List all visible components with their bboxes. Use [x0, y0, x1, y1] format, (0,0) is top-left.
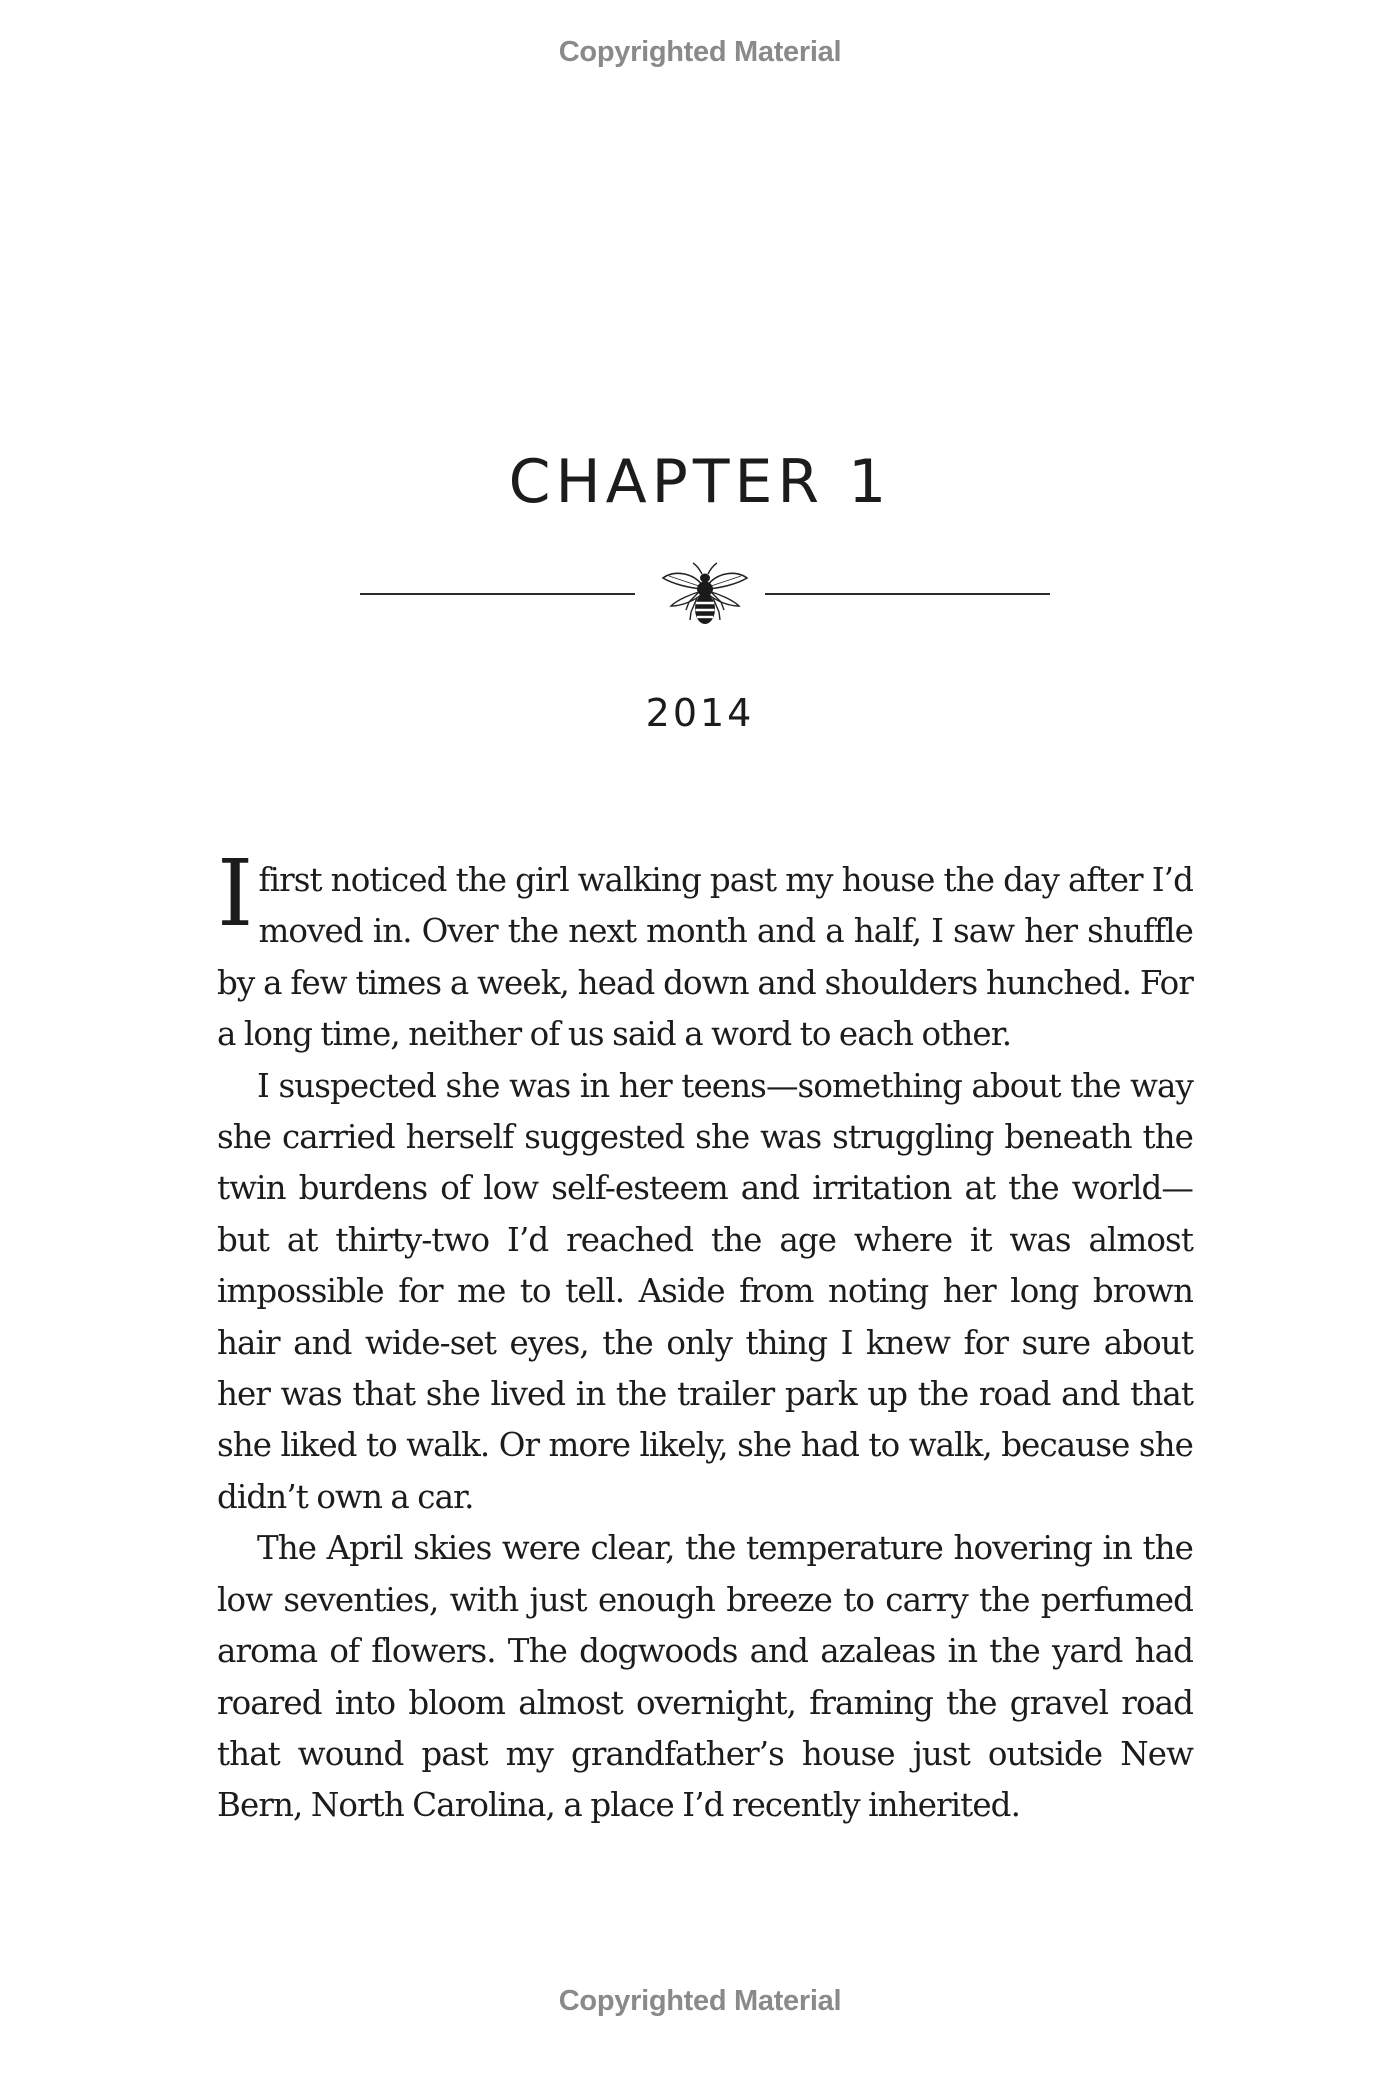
paragraph-2: I suspected she was in her teens—something about the way she carried herself suggested she was struggling beneath the twin burdens of low self-esteem and irritation at the world—but at thirty-two I’d reached the age where it was almost impossible for me to tell. Aside from noting her long brown hair and wide-set eyes, the only thing I knew for sure about her was that she lived in the trailer park up the road and that she liked to walk. Or more likely, she had to walk, because she didn’t own a car.: [217, 1066, 1193, 1516]
chapter-title: CHAPTER 1: [508, 447, 892, 517]
paragraph-3: The April skies were clear, the temperature hovering in the low seventies, with just enough breeze to carry the perfumed aroma of flowers. The dogwoods and azaleas in the yard had roared into bloom almost overnight, framing the gravel road that wound past my grandfather’s house just outside New Bern, North Carolina, a place I’d recently inherited.: [217, 1529, 1193, 1825]
ornament-rule-left: [360, 593, 635, 595]
paragraph-1: [217, 840, 1193, 1061]
chapter-ornament: [360, 558, 1050, 630]
copyright-watermark-bottom: Copyrighted Material: [558, 1985, 842, 2017]
drop-cap: I: [217, 840, 253, 947]
ornament-rule-right: [765, 593, 1050, 595]
bee-icon: [655, 558, 755, 630]
paragraph-1-text: first noticed the girl walking past my house the day after I’d moved in. Over the next month and a half, I saw her shuffle by a few times a week, head down and shoulders hunched. For a long time, neither of us said a word to each other.: [217, 861, 1193, 1054]
chapter-body: [217, 840, 1193, 1832]
copyright-watermark-top: Copyrighted Material: [558, 36, 842, 68]
chapter-year: 2014: [645, 691, 755, 735]
